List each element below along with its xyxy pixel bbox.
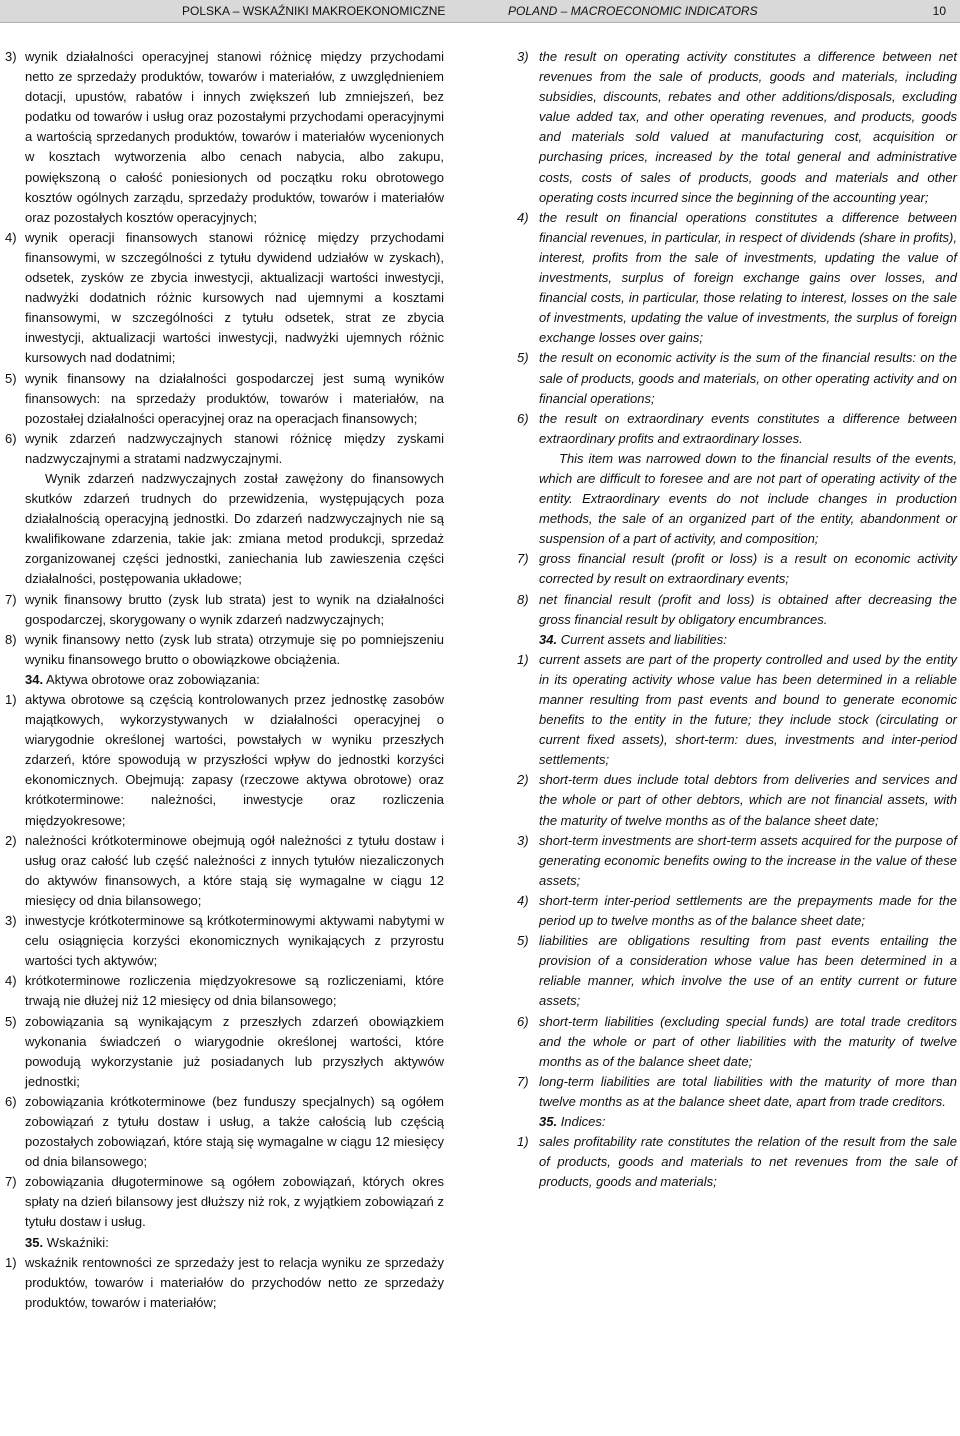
- list-item: [517, 549, 957, 589]
- item-number: 4): [5, 229, 17, 245]
- header-title-polish: POLSKA – WSKAŹNIKI MAKROEKONOMICZNE: [182, 4, 446, 18]
- list-item: [5, 630, 444, 670]
- list-item: [5, 911, 444, 971]
- item-number: 1): [5, 692, 17, 707]
- list-item: [5, 690, 444, 831]
- item-number: 3): [5, 49, 17, 64]
- list-item: [5, 1253, 444, 1313]
- list-item: [517, 47, 957, 208]
- item-text: zobowiązania krótkoterminowe (bez funduszy specjalnych) są ogółem zobowiązań z tytułu dostaw i usług, a także całością lub częścią pozostałych zobowiązań, które stają się wymagalne w ciągu 12 miesięcy od dnia bilansowego;: [25, 1093, 444, 1170]
- item-text: long-term liabilities are total liabilities with the maturity of more than twelve months as at the balance sheet date, apart from trade creditors.: [539, 1073, 957, 1109]
- item-text: current assets are part of the property controlled and used by the entity in its operating activity whose value has been determined in a reliable manner resulting from past events and bound to generate economic benefits to the entity in the future; they include stock (circulating or current fixed assets), short-term: dues, investments and inter-period settlements;: [539, 651, 957, 768]
- paragraph: Wynik zdarzeń nadzwyczajnych został zawężony do finansowych skutków zdarzeń trudnych do przewidzenia, występujących poza działalnością operacyjną jednostki. Do zdarzeń nadzwyczajnych nie są kwalifikowane zdarzenia, takie jak: zmiana metod produkcji, sprzedaż zorganizowanej części jednostki, zaniechania lub zawieszenia części działalności, postępowania układowe;: [25, 470, 444, 587]
- list-item: [5, 429, 444, 469]
- item-text: zobowiązania długoterminowe są ogółem zobowiązań, których okres spłaty na dzień bilansowy jest dłuższy niż rok, z wyjątkiem zobowiązań z tytułu dostaw i usług.: [25, 1174, 444, 1230]
- item-number: 1): [517, 651, 529, 667]
- section-heading: [5, 1233, 444, 1253]
- item-text: należności krótkoterminowe obejmują ogół należności z tytułu dostaw i usług oraz całość lub część należności z innych tytułów niezaliczonych do aktywów finansowych, a które stają się wymagalne w ciągu 12 miesięcy od dnia bilansowego;: [25, 832, 444, 908]
- section-title: Wskaźniki:: [43, 1234, 109, 1250]
- item-text: net financial result (profit and loss) is obtained after decreasing the gross financial result by obligatory encumbrances.: [539, 591, 957, 627]
- item-text: wynik działalności operacyjnej stanowi różnicę między przychodami netto ze sprzedaży produktów, towarów i materiałów, z uwzględnieniem dotacji, upustów, rabatów i innych zwiększeń lub zmniejszeń, bez podatku od towarów i usług oraz pozostałymi przychodami operacyjnymi a wartością sprzedanych produktów, towarów i materiałów wycenionych w kosztach wytworzenia albo cenach nabycia, albo zakupu, powiększoną o całość poniesionych od początku roku obrotowego kosztów ogólnych zarządu, sprzedaży produktów, towarów i materiałów oraz pozostałych kosztów operacyjnych;: [25, 49, 444, 225]
- section-title: Aktywa obrotowe oraz zobowiązania:: [43, 671, 260, 687]
- item-number: 3): [517, 832, 529, 848]
- section-title: Current assets and liabilities:: [557, 631, 727, 647]
- item-number: 7): [5, 1174, 17, 1190]
- section-heading: [517, 1112, 957, 1132]
- list-item: [517, 650, 957, 771]
- list-item: [517, 831, 957, 891]
- item-number: 2): [517, 772, 529, 788]
- list-item: [517, 590, 957, 630]
- item-text: wskaźnik rentowności ze sprzedaży jest to relacja wyniku ze sprzedaży produktów, towarów i materiałów do przychodów netto ze sprzedaży produktów, towarów i materiałów;: [25, 1254, 444, 1310]
- list-item: [5, 1092, 444, 1172]
- polish-column: [5, 47, 444, 1313]
- item-text: the result on operating activity constitutes a difference between net revenues from the sale of products, goods and materials, including subsidies, discounts, rebates and other additions/disposals, excluding value added tax, and other operating revenues, and products, goods and materials sold valued at manufacturing cost, acquisition or purchasing prices, increased by the total general and administrative costs, costs of sales of products, goods and materials and other operating costs incurred since the beginning of the accounting year;: [539, 49, 957, 205]
- section-number: 34.: [25, 671, 44, 687]
- item-number: 8): [517, 591, 529, 607]
- list-item: [5, 831, 444, 911]
- item-number: 7): [517, 1073, 529, 1089]
- item-text: short-term inter-period settlements are the prepayments made for the period up to twelve months as of the balance sheet date;: [539, 892, 957, 929]
- item-number: 1): [517, 1134, 529, 1150]
- item-text: short-term dues include total debtors from deliveries and services and the whole or part of other debtors, which are not financial assets, with the maturity of twelve months as of the balance sheet date;: [539, 772, 957, 828]
- item-text: wynik finansowy brutto (zysk lub strata) jest to wynik na działalności gospodarczej, skorygowany o wynik zdarzeń nadzwyczajnych;: [25, 591, 444, 627]
- item-text: wynik finansowy na działalności gospodarczej jest sumą wyników finansowych: na sprzedaży produktów, towarów i materiałów, na pozostałej działalności operacyjnej oraz na operacjach finansowych;: [25, 370, 444, 426]
- item-text: zobowiązania są wynikającym z przeszłych zdarzeń obowiązkiem wykonania świadczeń o wiarygodnie określonej wartości, które powodują wykorzystanie już posiadanych lub przyszłych aktywów jednostki;: [25, 1013, 444, 1089]
- item-text: the result on financial operations constitutes a difference between financial revenues, in particular, in respect of dividends (share in profits), interest, profits from the sale of investments, updating the value of investments, surplus of foreign exchange gains over losses, and financial costs, in particular, those relating to interest, losses on the sale of investments, updating the value of investments, the surplus of foreign exchange losses over gains;: [539, 209, 957, 346]
- item-number: 5): [517, 933, 529, 949]
- english-column: [517, 47, 957, 1192]
- list-item: [5, 47, 444, 228]
- item-text: wynik finansowy netto (zysk lub strata) otrzymuje się po pomniejszeniu wyniku finansowego brutto o obowiązkowe obciążenia.: [25, 631, 444, 667]
- list-item: [517, 409, 957, 449]
- item-text: aktywa obrotowe są częścią kontrolowanych przez jednostkę zasobów majątkowych, wykorzystywanych w działalności operacyjnej o wiarygodnie określonej wartości, powstałych w wyniku przeszłych zdarzeń, które spowodują w przyszłości wpływ do jednostki korzyści ekonomicznych. Obejmują: zapasy (rzeczowe aktywa obrotowe) oraz krótkoterminowe: należności, inwestycje oraz rozliczenia międzyokresowe;: [25, 692, 444, 828]
- section-number: 34.: [539, 631, 558, 647]
- item-text: inwestycje krótkoterminowe są krótkoterminowymi aktywami nabytymi w celu osiągnięcia korzyści ekonomicznych wynikających z przyrostu wartości tych aktywów;: [25, 913, 444, 969]
- page-number: 10: [932, 4, 946, 18]
- item-text: short-term liabilities (excluding special funds) are total trade creditors and the whole or part of other liabilities with the maturity of twelve months as of the balance sheet date;: [539, 1013, 957, 1069]
- list-item: [517, 891, 957, 931]
- item-number: 4): [5, 973, 17, 989]
- item-number: 3): [5, 913, 17, 929]
- item-number: 1): [5, 1254, 17, 1270]
- item-text: the result on extraordinary events constitutes a difference between extraordinary profits and extraordinary losses.: [539, 410, 957, 446]
- item-number: 6): [5, 430, 17, 446]
- list-item: [5, 369, 444, 429]
- list-item: [5, 1172, 444, 1232]
- section-title: Indices:: [557, 1113, 606, 1129]
- item-number: 2): [5, 832, 17, 848]
- item-number: 7): [5, 591, 17, 607]
- list-item: [517, 348, 957, 408]
- list-item: [5, 228, 444, 369]
- item-number: 3): [517, 49, 529, 64]
- list-item: [5, 971, 444, 1011]
- list-item: [517, 1072, 957, 1112]
- item-number: 5): [5, 1013, 17, 1029]
- section-number: 35.: [539, 1113, 558, 1129]
- item-text: krótkoterminowe rozliczenia międzyokresowe są rozliczeniami, które trwają nie dłużej niż 12 miesięcy od dnia bilansowego;: [25, 973, 444, 1009]
- item-number: 5): [517, 350, 529, 366]
- item-number: 4): [517, 209, 529, 225]
- item-text: gross financial result (profit or loss) is a result on economic activity corrected by result on extraordinary events;: [539, 551, 957, 587]
- section-number: 35.: [25, 1234, 44, 1250]
- item-number: 8): [5, 631, 17, 647]
- item-text: liabilities are obligations resulting from past events entailing the provision of a consideration whose value has been determined in a reliable manner, which involve the use of an entity current or future assets;: [539, 933, 957, 1009]
- list-item: [517, 1012, 957, 1072]
- item-number: 6): [517, 1013, 529, 1029]
- item-text: sales profitability rate constitutes the relation of the result from the sale of products, goods and materials to net revenues from the sale of products, goods and materials;: [539, 1134, 957, 1190]
- section-heading: [5, 670, 444, 690]
- item-text: wynik zdarzeń nadzwyczajnych stanowi różnicę między zyskami nadzwyczajnymi a stratami nadzwyczajnymi.: [25, 430, 444, 466]
- item-number: 4): [517, 892, 529, 908]
- item-number: 6): [5, 1093, 17, 1109]
- item-number: 5): [5, 370, 17, 386]
- item-text: the result on economic activity is the sum of the financial results: on the sale of products, goods and materials, on other operating activity and on financial operations;: [539, 350, 957, 406]
- list-item: [5, 1012, 444, 1092]
- item-number: 6): [517, 410, 529, 426]
- page-header: [0, 0, 960, 23]
- header-title-english: POLAND – MACROECONOMIC INDICATORS: [508, 4, 758, 18]
- list-item: [517, 208, 957, 349]
- list-item: [5, 590, 444, 630]
- paragraph: This item was narrowed down to the financial results of the events, which are difficult to foresee and are not part of operating activity of the entity. Extraordinary events do not include changes in production methods, the sale of an organized part of the entity, abandonment or suspension of a part of activity, and composition;: [539, 450, 957, 547]
- section-heading: [517, 630, 957, 650]
- item-number: 7): [517, 551, 529, 567]
- list-item: [517, 770, 957, 830]
- list-item: [517, 1132, 957, 1192]
- list-item: [517, 931, 957, 1011]
- item-text: wynik operacji finansowych stanowi różnicę między przychodami finansowymi, w szczególności z tytułu dywidend udziałów w zyskach), odsetek, zysków ze zbycia inwestycji, aktualizacji wartości inwestycji, nadwyżki dodatnich różnic kursowych nad ujemnymi a kosztami finansowymi, w szczególności z tytułu odsetek, strat ze zbycia inwestycji, aktualizacji wartości inwestycji, nadwyżki ujemnych różnic kursowych nad dodatnimi;: [25, 229, 444, 366]
- item-text: short-term investments are short-term assets acquired for the purpose of generating economic benefits owing to the increase in the value of these assets;: [539, 832, 957, 888]
